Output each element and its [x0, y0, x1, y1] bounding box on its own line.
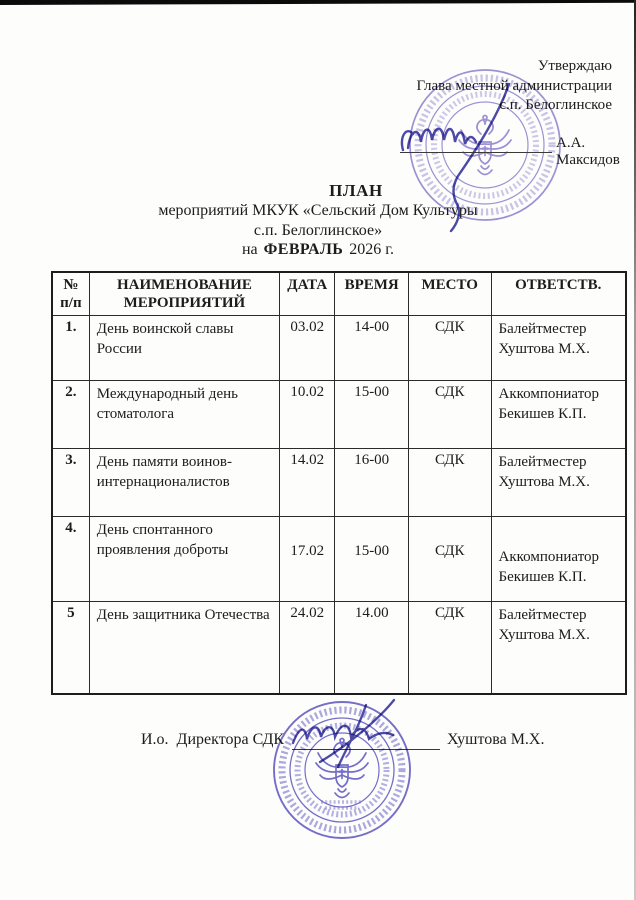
event-responsible: Аккомпониатор Бекишев К.П. [491, 381, 626, 449]
header-responsible: ОТВЕТСТВ. [491, 272, 626, 316]
event-date: 24.02 [280, 602, 335, 694]
event-date: 14.02 [280, 449, 335, 517]
header-date: ДАТА [280, 272, 335, 316]
title-org-line: мероприятий МКУК «Сельский Дом Культуры [158, 202, 478, 219]
event-name: День воинской славы России [89, 316, 279, 381]
event-place: СДК [408, 517, 491, 602]
title-plan: ПЛАН [329, 181, 383, 200]
event-date: 17.02 [280, 517, 335, 602]
period-month: ФЕВРАЛЬ [263, 241, 344, 258]
scan-edge-top [0, 0, 636, 5]
event-place: СДК [408, 602, 491, 694]
title-period-line [0, 241, 636, 259]
table-header-row [52, 272, 626, 316]
approval-line-1: Утверждаю [537, 58, 612, 74]
period-year: 2026 г. [349, 241, 395, 258]
event-place: СДК [408, 449, 491, 517]
event-time: 15-00 [335, 517, 409, 602]
event-name: День защитника Отечества [89, 602, 279, 694]
event-responsible: Балейтместер Хуштова М.Х. [491, 602, 626, 694]
table-row [52, 316, 626, 381]
row-number: 1. [52, 316, 89, 381]
event-time: 14.00 [335, 602, 409, 694]
event-time: 15-00 [335, 381, 409, 449]
title-settlement-line: с.п. Белоглинское» [253, 221, 383, 239]
approval-line-2: Глава местной администрации [416, 77, 612, 94]
event-responsible: Аккомпониатор Бекишев К.П. [491, 517, 626, 602]
period-prefix: на [241, 241, 258, 258]
signature-line-top [400, 152, 552, 153]
event-date: 03.02 [280, 316, 335, 381]
row-number: 3. [52, 449, 89, 517]
event-name: День спонтанного проявления доброты [89, 517, 279, 602]
approval-line-3: с.п. Белоглинское [499, 97, 612, 113]
header-name: НАИМЕНОВАНИЕ МЕРОПРИЯТИЙ [89, 272, 279, 316]
event-responsible: Балейтместер Хуштова М.Х. [491, 316, 626, 381]
event-name: Международный день стоматолога [89, 381, 279, 449]
event-responsible: Балейтместер Хуштова М.Х. [491, 449, 626, 517]
header-time: ВРЕМЯ [335, 272, 409, 316]
signature-scribble-bottom [283, 693, 411, 781]
table-row [52, 602, 626, 694]
table-row [52, 517, 626, 602]
event-name: День памяти воинов-интернационалистов [89, 449, 279, 517]
event-place: СДК [408, 316, 491, 381]
event-time: 14-00 [335, 316, 409, 381]
document-title-block [0, 181, 636, 259]
header-place: МЕСТО [408, 272, 491, 316]
approver-name: А.А. Максидов [556, 135, 620, 168]
table-row [52, 449, 626, 517]
table-row [52, 381, 626, 449]
event-time: 16-00 [335, 449, 409, 517]
footer-signer-name: Хуштова М.Х. [447, 731, 545, 748]
footer-role-label: И.о. Директора СДК [141, 731, 285, 748]
row-number: 5 [52, 602, 89, 694]
events-table [51, 271, 627, 695]
event-place: СДК [408, 381, 491, 449]
event-date: 10.02 [280, 381, 335, 449]
row-number: 2. [52, 381, 89, 449]
header-num: № п/п [52, 272, 89, 316]
row-number: 4. [52, 517, 89, 602]
